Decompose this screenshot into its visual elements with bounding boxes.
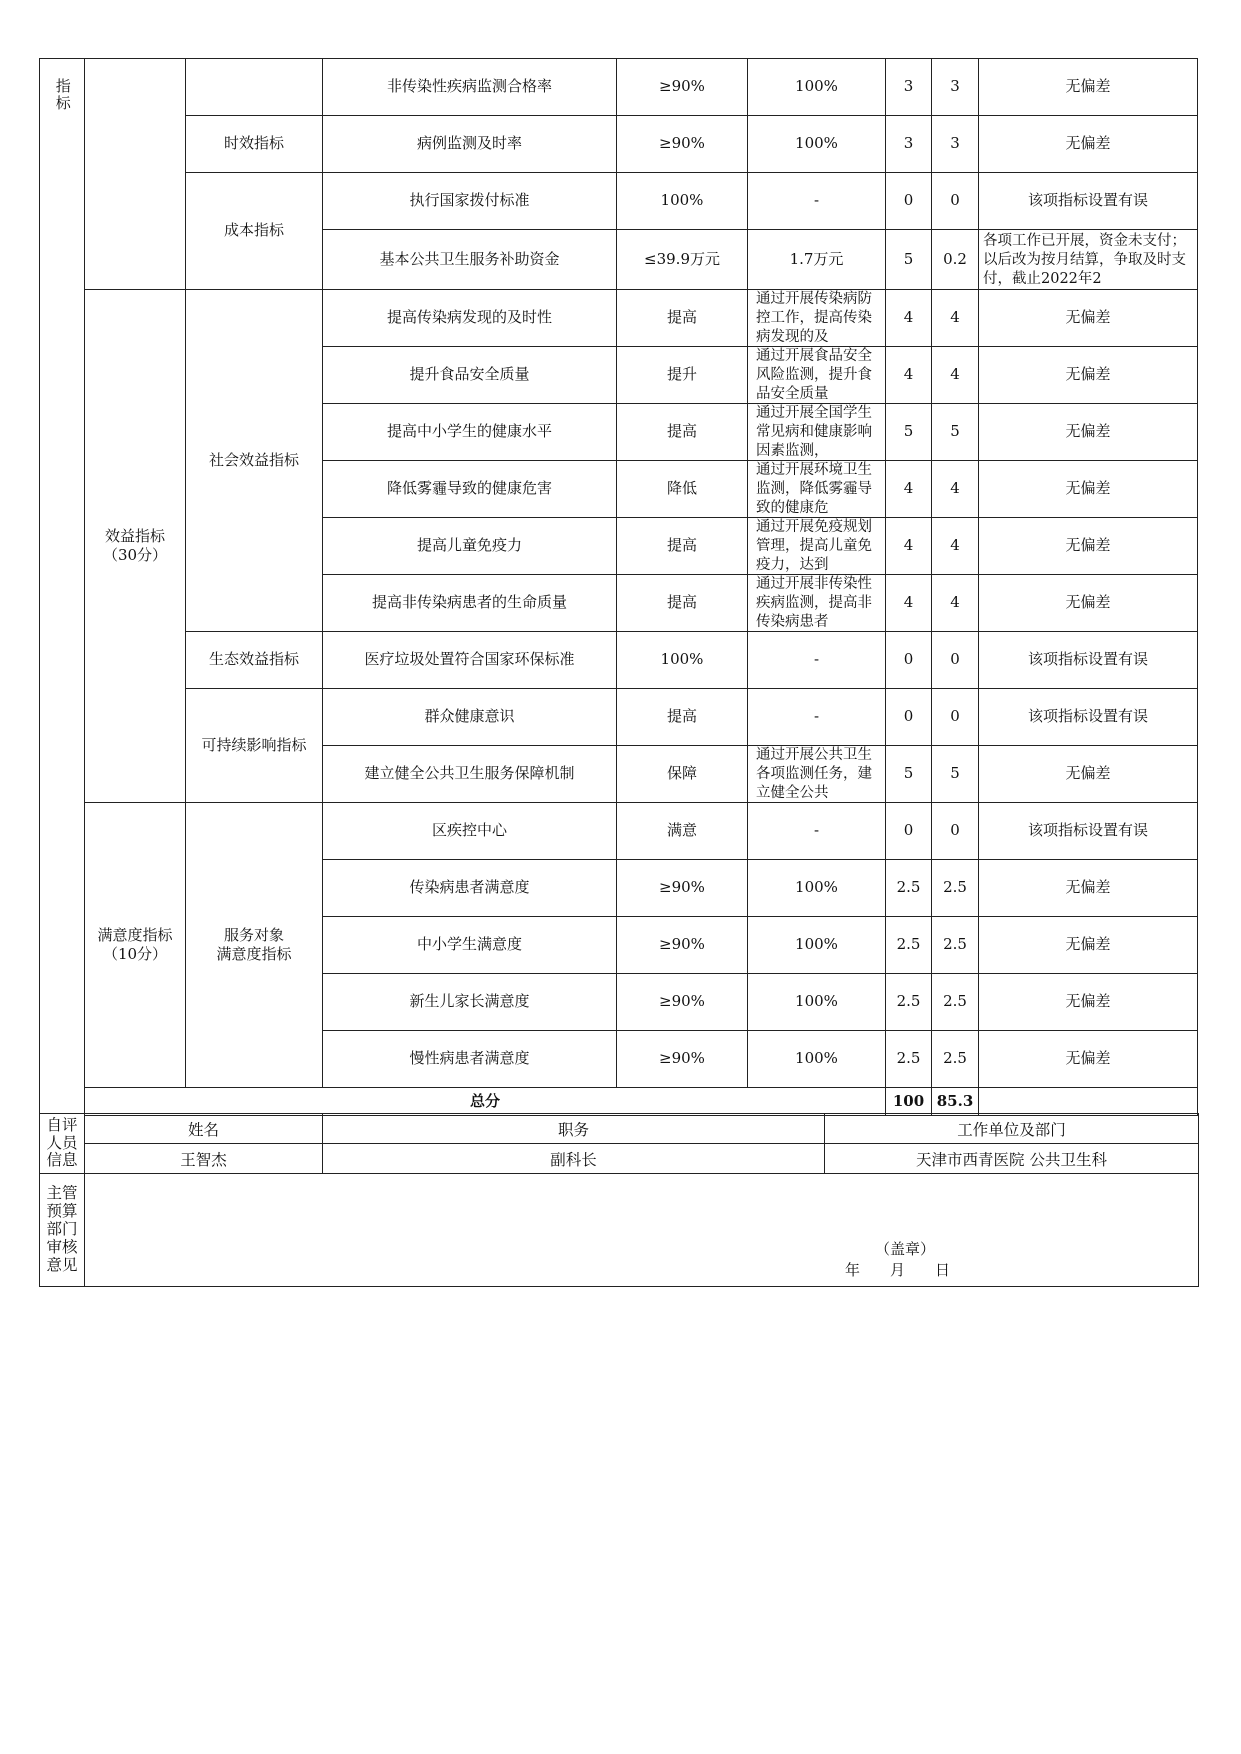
actual-cell: 100%	[748, 917, 886, 974]
indicator-cell: 中小学生满意度	[323, 917, 617, 974]
actual-cell	[748, 347, 886, 404]
note-cell: 该项指标设置有误	[979, 689, 1198, 746]
actual-text: 通过开展传染病防控工作，提高传染病发现的及	[756, 291, 872, 345]
note-cell: 无偏差	[979, 575, 1198, 632]
note-cell: 无偏差	[979, 1031, 1198, 1088]
actual-text: 通过开展非传染性疾病监测，提高非传染病患者	[756, 576, 872, 630]
target-cell: 提高	[617, 404, 748, 461]
evaluator-name: 王智杰	[85, 1144, 323, 1174]
indicator-cell: 建立健全公共卫生服务保障机制	[323, 746, 617, 803]
self-eval-side-text: 自评人员信息	[46, 1115, 78, 1170]
indicator-cell: 提高传染病发现的及时性	[323, 290, 617, 347]
note-cell: 无偏差	[979, 347, 1198, 404]
note-cell: 无偏差	[979, 59, 1198, 116]
indicator-cell: 提高儿童免疫力	[323, 518, 617, 575]
target-cell: 保障	[617, 746, 748, 803]
note-cell: 无偏差	[979, 404, 1198, 461]
weight-cell: 0	[886, 173, 932, 230]
level3-cell	[186, 59, 323, 116]
indicator-cell: 群众健康意识	[323, 689, 617, 746]
level3-cell: 生态效益指标	[186, 632, 323, 689]
weight-cell: 4	[886, 518, 932, 575]
score-cell: 4	[932, 518, 979, 575]
note-cell: 无偏差	[979, 746, 1198, 803]
actual-cell: 100%	[748, 59, 886, 116]
weight-cell: 0	[886, 632, 932, 689]
weight-cell: 3	[886, 116, 932, 173]
weight-cell: 0	[886, 803, 932, 860]
score-cell: 2.5	[932, 917, 979, 974]
level3-cell: 服务对象 满意度指标	[186, 803, 323, 1088]
score-cell: 2.5	[932, 974, 979, 1031]
weight-cell: 0	[886, 689, 932, 746]
weight-cell: 3	[886, 59, 932, 116]
score-cell: 3	[932, 59, 979, 116]
indicator-cell: 病例监测及时率	[323, 116, 617, 173]
note-text: 各项工作已开展，资金未支付；以后改为按月结算，争取及时支付，截止2022年2	[983, 233, 1186, 287]
total-weight: 100	[886, 1088, 932, 1116]
level1-cell	[40, 59, 85, 1116]
target-cell: ≥90%	[617, 116, 748, 173]
target-cell: ≥90%	[617, 974, 748, 1031]
score-cell: 0	[932, 803, 979, 860]
actual-cell: -	[748, 689, 886, 746]
score-cell: 4	[932, 575, 979, 632]
indicator-cell: 慢性病患者满意度	[323, 1031, 617, 1088]
target-cell: 100%	[617, 632, 748, 689]
score-cell: 2.5	[932, 860, 979, 917]
actual-cell	[748, 290, 886, 347]
score-cell: 4	[932, 290, 979, 347]
target-cell: ≥90%	[617, 1031, 748, 1088]
actual-cell	[748, 518, 886, 575]
score-cell: 0	[932, 632, 979, 689]
total-note	[979, 1088, 1198, 1116]
total-score: 85.3	[932, 1088, 979, 1116]
score-cell: 4	[932, 347, 979, 404]
review-side-label	[40, 1174, 85, 1287]
review-opinion-cell	[85, 1174, 1199, 1287]
header-name: 姓名	[85, 1114, 323, 1144]
actual-cell	[748, 461, 886, 518]
indicator-cell: 提高非传染病患者的生命质量	[323, 575, 617, 632]
note-cell: 无偏差	[979, 974, 1198, 1031]
actual-cell: 100%	[748, 860, 886, 917]
target-cell: 提高	[617, 575, 748, 632]
score-cell: 4	[932, 461, 979, 518]
actual-cell: -	[748, 173, 886, 230]
target-cell: 100%	[617, 173, 748, 230]
indicator-cell: 基本公共卫生服务补助资金	[323, 230, 617, 290]
header-position: 职务	[323, 1114, 825, 1144]
actual-text: 通过开展全国学生常见病和健康影响因素监测，	[756, 405, 872, 459]
actual-cell: -	[748, 632, 886, 689]
actual-cell	[748, 404, 886, 461]
actual-cell	[748, 575, 886, 632]
level2-cell: 效益指标 （30分）	[85, 290, 186, 803]
total-label: 总分	[85, 1088, 886, 1116]
level3-cell: 可持续影响指标	[186, 689, 323, 803]
weight-cell: 4	[886, 290, 932, 347]
level3-cell: 社会效益指标	[186, 290, 323, 632]
note-cell: 无偏差	[979, 917, 1198, 974]
note-cell	[979, 230, 1198, 290]
actual-text: 通过开展免疫规划管理，提高儿童免疫力，达到	[756, 519, 872, 573]
actual-cell: 1.7万元	[748, 230, 886, 290]
target-cell: ≥90%	[617, 917, 748, 974]
level3-cell: 成本指标	[186, 173, 323, 290]
score-cell: 0	[932, 173, 979, 230]
actual-text: 通过开展公共卫生各项监测任务，建立健全公共	[756, 747, 872, 801]
actual-text: 通过开展环境卫生监测，降低雾霾导致的健康危	[756, 462, 872, 516]
note-cell: 无偏差	[979, 860, 1198, 917]
indicator-cell: 降低雾霾导致的健康危害	[323, 461, 617, 518]
target-cell: 提高	[617, 290, 748, 347]
score-cell: 3	[932, 116, 979, 173]
indicator-cell: 传染病患者满意度	[323, 860, 617, 917]
weight-cell: 4	[886, 461, 932, 518]
review-side-text: 主管预算部门审核意见	[46, 1184, 78, 1274]
indicator-cell: 提升食品安全质量	[323, 347, 617, 404]
actual-cell: -	[748, 803, 886, 860]
seal-label: （盖章）	[875, 1240, 936, 1258]
note-cell: 无偏差	[979, 518, 1198, 575]
weight-cell: 2.5	[886, 1031, 932, 1088]
weight-cell: 4	[886, 347, 932, 404]
actual-text: 通过开展食品安全风险监测，提升食品安全质量	[756, 348, 872, 402]
indicator-cell: 提高中小学生的健康水平	[323, 404, 617, 461]
evaluator-unit: 天津市西青医院 公共卫生科	[825, 1144, 1199, 1174]
score-cell: 0.2	[932, 230, 979, 290]
weight-cell: 2.5	[886, 917, 932, 974]
level2-cell: 满意度指标 （10分）	[85, 803, 186, 1088]
actual-cell: 100%	[748, 116, 886, 173]
actual-cell: 100%	[748, 1031, 886, 1088]
indicator-cell: 医疗垃圾处置符合国家环保标准	[323, 632, 617, 689]
weight-cell: 2.5	[886, 860, 932, 917]
note-cell: 该项指标设置有误	[979, 803, 1198, 860]
note-cell: 该项指标设置有误	[979, 632, 1198, 689]
weight-cell: 4	[886, 575, 932, 632]
note-cell: 无偏差	[979, 290, 1198, 347]
target-cell: ≥90%	[617, 860, 748, 917]
weight-cell: 5	[886, 404, 932, 461]
score-cell: 5	[932, 746, 979, 803]
indicator-cell: 执行国家拨付标准	[323, 173, 617, 230]
self-eval-side-label	[40, 1114, 85, 1174]
target-cell: 降低	[617, 461, 748, 518]
review-date: 年 月 日	[845, 1261, 951, 1279]
indicator-table	[39, 58, 1198, 1116]
target-cell: 提高	[617, 689, 748, 746]
weight-cell: 5	[886, 230, 932, 290]
score-cell: 2.5	[932, 1031, 979, 1088]
score-cell: 0	[932, 689, 979, 746]
actual-cell	[748, 746, 886, 803]
weight-cell: 5	[886, 746, 932, 803]
level1-label: 指标	[53, 78, 72, 112]
total-row	[40, 1088, 1198, 1116]
note-cell: 无偏差	[979, 116, 1198, 173]
level2-cell-output	[85, 59, 186, 290]
target-cell: 提升	[617, 347, 748, 404]
evaluator-position: 副科长	[323, 1144, 825, 1174]
score-cell: 5	[932, 404, 979, 461]
indicator-rows	[40, 59, 1198, 1116]
weight-cell: 2.5	[886, 974, 932, 1031]
target-cell: ≥90%	[617, 59, 748, 116]
target-cell: 满意	[617, 803, 748, 860]
target-cell: ≤39.9万元	[617, 230, 748, 290]
indicator-cell: 新生儿家长满意度	[323, 974, 617, 1031]
self-eval-and-review	[39, 1113, 1199, 1287]
note-cell: 该项指标设置有误	[979, 173, 1198, 230]
indicator-cell: 非传染性疾病监测合格率	[323, 59, 617, 116]
note-cell: 无偏差	[979, 461, 1198, 518]
indicator-cell: 区疾控中心	[323, 803, 617, 860]
header-unit: 工作单位及部门	[825, 1114, 1199, 1144]
target-cell: 提高	[617, 518, 748, 575]
actual-cell: 100%	[748, 974, 886, 1031]
level3-cell: 时效指标	[186, 116, 323, 173]
